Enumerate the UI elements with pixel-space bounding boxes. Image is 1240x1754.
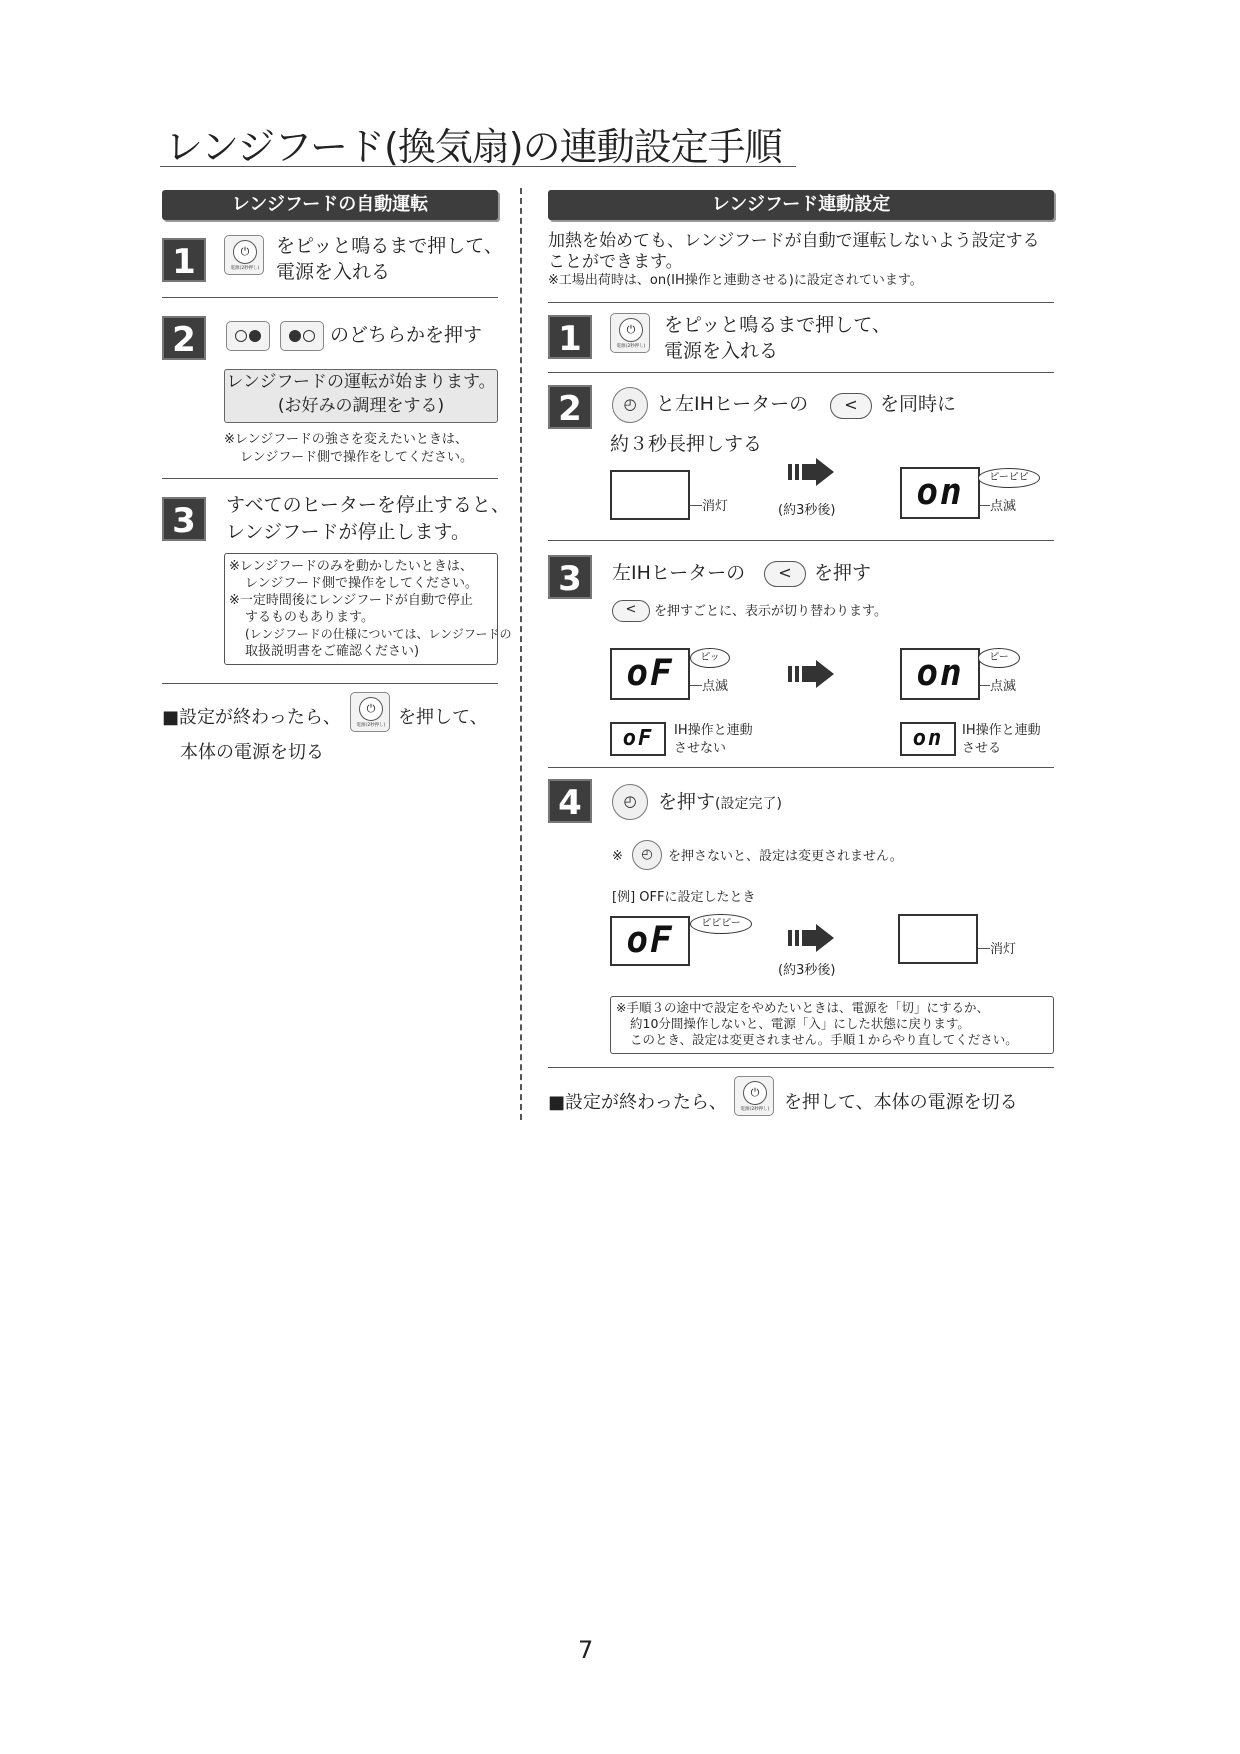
leader-line <box>978 948 990 949</box>
step-number-1: 1 <box>548 315 592 359</box>
button-caption: 電源(2秒押し) <box>616 343 646 349</box>
legend-text: させない <box>674 741 727 756</box>
display-on <box>900 467 980 519</box>
display-text: oF <box>626 920 674 961</box>
leader-line <box>980 685 990 686</box>
end-text: を押して、本体の電源を切る <box>784 1092 1018 1113</box>
intro-text: 加熱を始めても、レンジフードが自動で運転しないよう設定する <box>548 231 1040 251</box>
title-rule <box>160 166 796 167</box>
display-text: on <box>912 726 944 751</box>
legend-display <box>610 722 666 756</box>
status-box <box>224 369 498 423</box>
step4-sub: (設定完了) <box>715 796 782 812</box>
display-off <box>898 914 978 964</box>
label-blink: 点滅 <box>702 679 729 694</box>
left-arrow-button[interactable] <box>830 393 872 419</box>
left-header: レンジフードの自動運転 <box>162 190 498 220</box>
display-off-mode <box>610 648 690 700</box>
page-title: レンジフード(換気扇)の連動設定手順 <box>165 125 782 169</box>
label-off: 消灯 <box>990 942 1017 957</box>
step3-text: を押す <box>814 562 872 584</box>
note-line: ※レンジフードのみを動かしたいときは、 <box>229 559 473 574</box>
legend-text: IH操作と連動 <box>962 723 1041 738</box>
example-label: [例] OFFに設定したとき <box>612 890 756 905</box>
note-line: 取扱説明書をご確認ください) <box>245 644 420 659</box>
beep-bubble: ピッ <box>690 648 730 668</box>
step-number-3: 3 <box>548 555 592 599</box>
end-text: ■設定が終わったら、 <box>548 1092 727 1113</box>
step2-text: を同時に <box>880 393 957 415</box>
step1-text: をピッと鳴るまで押して、 <box>664 314 891 336</box>
power-icon: ⏻ <box>619 318 643 342</box>
divider <box>548 767 1054 768</box>
display-example <box>610 916 690 966</box>
burner-icon <box>235 330 247 342</box>
leader-line <box>690 505 702 506</box>
display-on-mode <box>900 648 980 700</box>
right-header: レンジフード連動設定 <box>548 190 1054 220</box>
note-line: するものもあります。 <box>245 610 374 625</box>
step-number-3: 3 <box>162 497 206 541</box>
beep-bubble: ピー <box>978 648 1020 668</box>
arrow-icon <box>788 924 834 952</box>
power-button[interactable] <box>734 1076 774 1116</box>
step-number-2: 2 <box>548 385 592 429</box>
power-button[interactable] <box>350 692 390 732</box>
note: ※レンジフードの強さを変えたいときは、 <box>224 432 468 447</box>
column-divider <box>520 188 522 1120</box>
burner-icon <box>303 330 315 342</box>
button-caption: 電源(2秒押し) <box>356 722 386 728</box>
end-text: を押して、 <box>398 707 488 728</box>
arrow-icon <box>788 458 834 486</box>
timer-icon: ◴ <box>623 792 637 810</box>
heater-right-button[interactable] <box>280 321 324 351</box>
note-line: ※一定時間後にレンジフードが自動で停止 <box>229 593 473 608</box>
timer-button[interactable] <box>632 840 662 870</box>
note-line: (レンジフードの仕様については、レンジフードの <box>245 627 512 641</box>
intro-note: ※工場出荷時は、on(IH操作と連動させる)に設定されています。 <box>548 273 923 288</box>
end-text: 本体の電源を切る <box>180 742 324 763</box>
beep-bubble: ピーピピ <box>978 468 1040 488</box>
step-number-4: 4 <box>548 779 592 823</box>
end-text: ■設定が終わったら、 <box>162 707 341 728</box>
label-blink: 点滅 <box>990 499 1017 514</box>
display-text: on <box>916 472 964 513</box>
step1-text: 電源を入れる <box>276 261 391 283</box>
display-text: oF <box>622 726 654 751</box>
divider <box>548 302 1054 303</box>
burner-icon <box>249 330 261 342</box>
display-text: on <box>916 653 964 694</box>
burner-icon <box>289 330 301 342</box>
legend-text: IH操作と連動 <box>674 723 753 738</box>
label-after: (約3秒後) <box>778 963 836 978</box>
chevron-left-icon: < <box>844 395 858 414</box>
step1-text: 電源を入れる <box>664 340 779 362</box>
step-number-1: 1 <box>162 238 206 282</box>
divider <box>548 540 1054 541</box>
warning-box <box>610 996 1054 1054</box>
step3-text: レンジフードが停止します。 <box>226 521 470 543</box>
warning-line: このとき、設定は変更されません。手順１からやり直してください。 <box>630 1032 1018 1047</box>
power-button[interactable] <box>610 313 650 353</box>
chevron-left-icon: < <box>625 602 637 617</box>
step3-text: 左IHヒーターの <box>612 562 746 584</box>
label-blink: 点滅 <box>990 679 1017 694</box>
step2-text: のどちらかを押す <box>330 324 483 346</box>
power-icon: ⏻ <box>743 1081 767 1105</box>
label-off: 消灯 <box>702 499 729 514</box>
timer-icon: ◴ <box>641 847 653 862</box>
divider <box>548 1067 1054 1068</box>
heater-left-button[interactable] <box>226 321 270 351</box>
step2-text: 約３秒長押しする <box>610 433 763 455</box>
display-off <box>610 470 690 520</box>
leader-line <box>690 685 702 686</box>
note: レンジフード側で操作をしてください。 <box>240 450 473 465</box>
power-button[interactable] <box>224 235 264 275</box>
warning-line: ※手順３の途中で設定をやめたいときは、電源を「切」にするか、 <box>616 1000 989 1015</box>
timer-button[interactable] <box>612 784 648 820</box>
step1-text: をピッと鳴るまで押して、 <box>276 235 503 257</box>
left-arrow-button[interactable] <box>764 561 806 587</box>
step3-sub: を押すごとに、表示が切り替わります。 <box>654 604 887 619</box>
page-number: 7 <box>578 1636 594 1664</box>
timer-icon: ◴ <box>623 395 637 413</box>
divider <box>162 683 498 684</box>
divider <box>162 297 498 298</box>
status-line: レンジフードの運転が始まります。 <box>226 372 496 392</box>
step4-text <box>658 790 782 817</box>
legend-text: させる <box>962 741 1002 756</box>
display-text: oF <box>626 653 674 694</box>
legend-display <box>900 722 956 756</box>
button-caption: 電源(2秒押し) <box>740 1106 770 1112</box>
note-mark: ※ <box>612 849 623 864</box>
step2-text: と左IHヒーターの <box>656 393 809 415</box>
divider <box>548 372 1054 373</box>
beep-bubble: ピピピー <box>690 914 752 934</box>
label-after: (約3秒後) <box>778 503 836 518</box>
note-box <box>224 553 512 665</box>
power-icon: ⏻ <box>233 240 257 264</box>
leader-line <box>980 505 990 506</box>
step4-label: を押す <box>658 791 716 813</box>
step4-note: を押さないと、設定は変更されません。 <box>668 849 903 864</box>
intro-text: ことができます。 <box>548 252 683 272</box>
divider <box>162 478 498 479</box>
button-caption: 電源(2秒押し) <box>230 265 260 271</box>
step3-text: すべてのヒーターを停止すると、 <box>226 494 510 516</box>
warning-line: 約10分間操作しないと、電源「入」にした状態に戻ります。 <box>630 1016 970 1031</box>
step-number-2: 2 <box>162 316 206 360</box>
status-line: (お好みの調理をする) <box>277 396 445 416</box>
timer-button[interactable] <box>612 387 648 423</box>
left-arrow-button[interactable] <box>612 600 650 622</box>
arrow-icon <box>788 660 834 688</box>
power-icon: ⏻ <box>359 697 383 721</box>
chevron-left-icon: < <box>778 563 792 582</box>
note-line: レンジフード側で操作をしてください。 <box>245 576 478 591</box>
